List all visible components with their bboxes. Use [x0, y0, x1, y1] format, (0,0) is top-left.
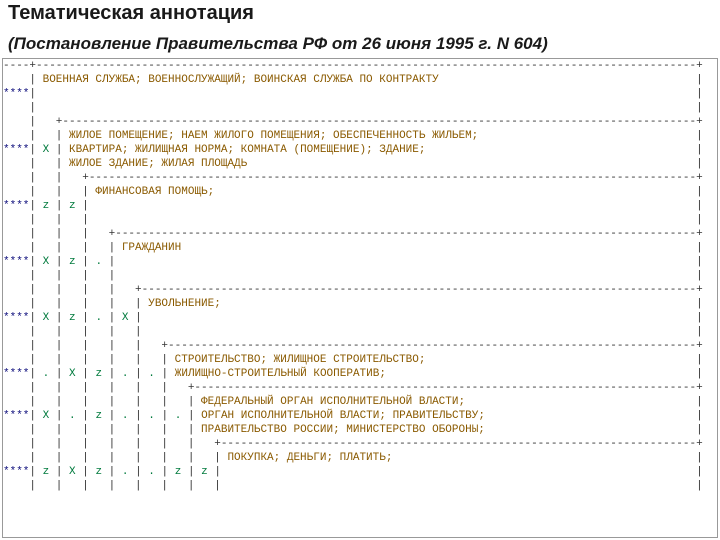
relation-mark: . [69, 410, 76, 422]
relation-mark: z [69, 200, 76, 212]
relation-mark: z [95, 466, 103, 478]
stars-mark: **** [3, 88, 30, 100]
relation-mark: X [42, 410, 50, 422]
relation-mark: . [148, 466, 155, 478]
relation-mark: . [148, 368, 155, 380]
topic-text: КВАРТИРА; ЖИЛИЩНАЯ НОРМА; КОМНАТА (ПОМЕЩЕНИЕ); ЗДАНИЕ; [69, 144, 426, 156]
topic-text: УВОЛЬНЕНИЕ; [148, 298, 221, 310]
relation-mark: . [121, 410, 129, 422]
relation-mark: . [174, 410, 182, 422]
topic-text: ПРАВИТЕЛЬСТВО РОССИИ; МИНИСТЕРСТВО ОБОРОНЫ; [201, 424, 485, 436]
topic-text: ЖИЛОЕ ЗДАНИЕ; ЖИЛАЯ ПЛОЩАДЬ [69, 158, 248, 170]
relation-mark: . [121, 466, 129, 478]
relation-mark: . [42, 368, 50, 380]
stars-mark: **** [3, 410, 30, 422]
topic-text: ВОЕННАЯ СЛУЖБА; ВОЕННОСЛУЖАЩИЙ; ВОИНСКАЯ СЛУЖБА ПО КОНТРАКТУ [42, 74, 439, 86]
stars-mark: **** [3, 256, 30, 268]
topic-text: ПОКУПКА; ДЕНЬГИ; ПЛАТИТЬ; [227, 452, 393, 464]
relation-mark: X [42, 144, 50, 156]
relation-mark: X [121, 312, 129, 324]
topic-text: ФИНАНСОВАЯ ПОМОЩЬ; [95, 186, 215, 198]
relation-mark: X [42, 256, 50, 268]
relation-mark: z [174, 466, 182, 478]
relation-mark: . [95, 312, 103, 324]
relation-mark: z [95, 368, 103, 380]
relation-mark: z [201, 466, 208, 478]
stars-mark: **** [3, 200, 30, 212]
annotation-ascii-table: ----+----------------------------------------------------------------------------------------------------+ | ВОЕННАЯ СЛУЖБА; ВОЕННОСЛУЖАЩИЙ; ВОИНСКАЯ СЛУЖБА ПО КОНТРАКТУ | ****| | | | | +------------------------------------------------------------------------------------------------+ | | ЖИЛОЕ ПОМЕЩЕНИЕ; НАЕМ ЖИЛОГО ПОМЕЩЕНИЯ; ОБЕСПЕЧЕННОСТЬ ЖИЛЬЕМ; | ****| X | КВАРТИРА; ЖИЛИЩНАЯ НОРМА; КОМНАТА (ПОМЕЩЕНИЕ); ЗДАНИЕ; | | | ЖИЛОЕ ЗДАНИЕ; ЖИЛАЯ ПЛОЩАДЬ | | | +--------------------------------------------------------------------------------------------+ | | | ФИНАНСОВАЯ ПОМОЩЬ; | ****| z | z | | | | | | | | | +----------------------------------------------------------------------------------------+ | | | | ГРАЖДАНИН | ****| X | z | . | | | | | | | | | | | +------------------------------------------------------------------------------------+ | | | | | УВОЛЬНЕНИЕ; | ****| X | z | . | X | | | | | | | | | | | | | +--------------------------------------------------------------------------------+ | | | | | | СТРОИТЕЛЬСТВО; ЖИЛИЩНОЕ СТРОИТЕЛЬСТВО; | ****| . | X | z | . | . | ЖИЛИЩНО-СТРОИТЕЛЬНЫЙ КООПЕРАТИВ; | | | | | | | +----------------------------------------------------------------------------+ | | | | | | | ФЕДЕРАЛЬНЫЙ ОРГАН ИСПОЛНИТЕЛЬНОЙ ВЛАСТИ; | ****| X | . | z | . | . | . | ОРГАН ИСПОЛНИТЕЛЬНОЙ ВЛАСТИ; ПРАВИТЕЛЬСТВУ; | | | | | | | | ПРАВИТЕЛЬСТВО РОССИИ; МИНИСТЕРСТВО ОБОРОНЫ; | | | | | | | | +------------------------------------------------------------------------+ | | | | | | | | ПОКУПКА; ДЕНЬГИ; ПЛАТИТЬ; | ****| z | X | z | . | . | z | z | | | | | | | | | | | [3, 60, 703, 492]
relation-mark: z [95, 410, 103, 422]
stars-mark: **** [3, 466, 30, 478]
topic-text: ФЕДЕРАЛЬНЫЙ ОРГАН ИСПОЛНИТЕЛЬНОЙ ВЛАСТИ; [201, 396, 466, 408]
annotation-frame [2, 58, 718, 538]
stars-mark: **** [3, 368, 30, 380]
relation-mark: . [95, 256, 103, 268]
topic-text: ЖИЛИЩНО-СТРОИТЕЛЬНЫЙ КООПЕРАТИВ; [174, 368, 386, 380]
relation-mark: X [69, 368, 76, 380]
page-subtitle: (Постановление Правительства РФ от 26 июня 1995 г. N 604) [8, 34, 548, 53]
relation-mark: . [121, 368, 129, 380]
stars-mark: **** [3, 312, 30, 324]
relation-mark: z [69, 256, 76, 268]
stars-mark: **** [3, 144, 30, 156]
relation-mark: . [148, 410, 155, 422]
relation-mark: X [69, 466, 76, 478]
relation-mark: z [69, 312, 76, 324]
topic-text: ГРАЖДАНИН [121, 242, 182, 254]
relation-mark: z [42, 466, 50, 478]
topic-text: СТРОИТЕЛЬСТВО; ЖИЛИЩНОЕ СТРОИТЕЛЬСТВО; [174, 354, 426, 366]
topic-text: ОРГАН ИСПОЛНИТЕЛЬНОЙ ВЛАСТИ; ПРАВИТЕЛЬСТВУ; [201, 410, 485, 422]
page-title: Тематическая аннотация [8, 2, 254, 24]
relation-mark: z [42, 200, 50, 212]
relation-mark: X [42, 312, 50, 324]
topic-text: ЖИЛОЕ ПОМЕЩЕНИЕ; НАЕМ ЖИЛОГО ПОМЕЩЕНИЯ; ОБЕСПЕЧЕННОСТЬ ЖИЛЬЕМ; [69, 130, 479, 142]
